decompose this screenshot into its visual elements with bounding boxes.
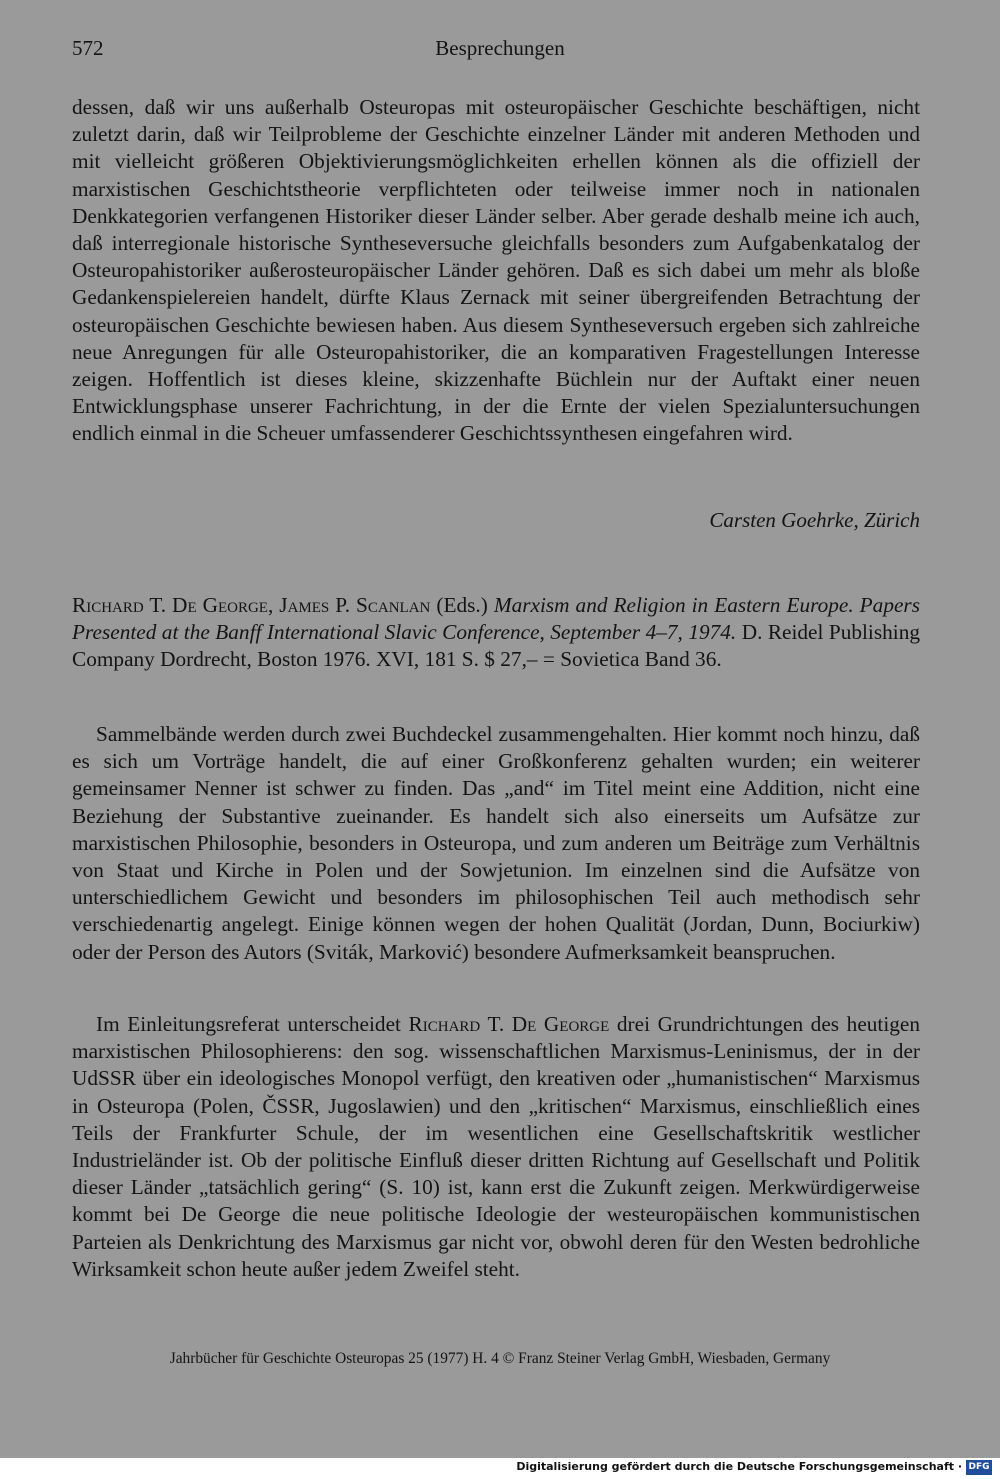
page-number: 572: [72, 36, 104, 60]
citation-title: Marxism and Religion in Eastern Europe. Papers Presented at the Banff International Slavic Conference, September 4–7, 1974.: [72, 593, 920, 645]
review-1-signature: Carsten Goehrke, Zürich: [709, 508, 920, 532]
paragraph-2-author-name: Richard T. De George: [408, 1012, 610, 1036]
journal-footer: Jahrbücher für Geschichte Osteuropas 25 (1977) H. 4 © Franz Steiner Verlag GmbH, Wiesbaden, Germany: [169, 1350, 831, 1367]
paragraph-2-start: Im Einleitungsreferat unterscheidet: [96, 1012, 409, 1036]
review-1-text: dessen, daß wir uns außerhalb Osteuropas mit osteuropäischer Geschichte beschäftigen, nicht zuletzt darin, daß wir Teilprobleme der Geschichte einzelner Länder mit anderen Methoden und mit vielleicht größeren Objektivierungsmöglichkeiten erhellen können als die offiziell der marxistischen Geschichtstheorie verpflichteten oder teilweise immer noch in nationalen Denkkategorien verfangenen Historiker dieser Länder selber. Aber gerade deshalb meine ich auch, daß interregionale historische Syntheseversuche gleichfalls besonders zum Aufgabenkatalog der Osteuropahistoriker außerosteuropäischer Länder gehören. Daß es sich dabei um mehr als bloße Gedankenspielereien handelt, dürfte Klaus Zernack mit seiner übergreifenden Betrachtung der osteuropäischen Geschichte bewiesen haben. Aus diesem Syntheseversuch ergeben sich zahlreiche neue Anregungen für alle Osteuropahistoriker, die an komparativen Fragestellungen Interesse zeigen. Hoffentlich ist dieses kleine, skizzenhafte Büchlein nur der Auftakt einer neuen Entwicklungsphase unserer Fachrichtung, in der die Ernte der vielen Spezialuntersuchungen endlich einmal in die Scheuer umfassenderer Geschichtssynthesen eingefahren wird.: [72, 95, 920, 446]
citation-eds: (Eds.): [430, 593, 494, 617]
review-2-citation: [72, 592, 920, 674]
paragraph-2-rest: drei Grundrichtungen des heutigen marxistischen Philosophierens: den sog. wissenschaftlichen Marxismus-Leninismus, der in der UdSSR über ein ideologisches Monopol verfügt, den kreativen oder „humanistischen“ Marxismus in Osteuropa (Polen, ČSSR, Jugoslawien) und den „kritischen“ Marxismus, einschließlich eines Teils der Frankfurter Schule, der im wesentlichen eine Gesellschaftskritik westlicher Industrieländer ist. Ob der politische Einfluß dieser dritten Richtung auf Gesellschaft und Politik dieser Länder „tatsächlich gering“ (S. 10) ist, kann erst die Zukunft zeigen. Merkwürdigerweise kommt bei De George die neue politische Ideologie der westeuropäischen kommunistischen Parteien als Denkrichtung des Marxismus gar nicht vor, obwohl deren für den Westen bedrohliche Wirksamkeit schon heute außer jedem Zweifel steht.: [72, 1012, 921, 1281]
digitization-strip: [0, 1458, 1000, 1479]
citation-authors: Richard T. De George, James P. Scanlan: [72, 593, 431, 617]
review-2-paragraph-2: [72, 1011, 920, 1283]
digitization-notice: Digitalisierung gefördert durch die Deutsche Forschungsgemeinschaft ·: [516, 1460, 962, 1473]
dfg-logo-icon: DFG: [966, 1460, 992, 1475]
citation-publisher: D. Reidel Publishing Company Dordrecht, Boston 1976. XVI, 181 S. $ 27,– = Sovietica Band 36.: [72, 620, 920, 672]
running-title: Besprechungen: [435, 36, 565, 60]
review-2-paragraph-1: Sammelbände werden durch zwei Buchdeckel zusammengehalten. Hier kommt noch hinzu, daß es sich um Vorträge handelt, die auf einer Großkonferenz gehalten wurden; ein weiterer gemeinsamer Nenner ist schwer zu finden. Das „and“ im Titel meint eine Addition, nicht eine Beziehung der Substantive zueinander. Es handelt sich also einerseits um Aufsätze zur marxistischen Philosophie, besonders in Osteuropa, und zum anderen um Beiträge zum Verhältnis von Staat und Kirche in Polen und der Sowjetunion. Im einzelnen sind die Aufsätze von unterschiedlichem Gewicht und besonders im philosophischen Teil auch methodisch sehr verschiedenartig angelegt. Einige können wegen der hohen Qualität (Jordan, Dunn, Bociurkiw) oder der Person des Autors (Sviták, Marković) besondere Aufmerksamkeit beanspruchen.: [72, 722, 920, 964]
